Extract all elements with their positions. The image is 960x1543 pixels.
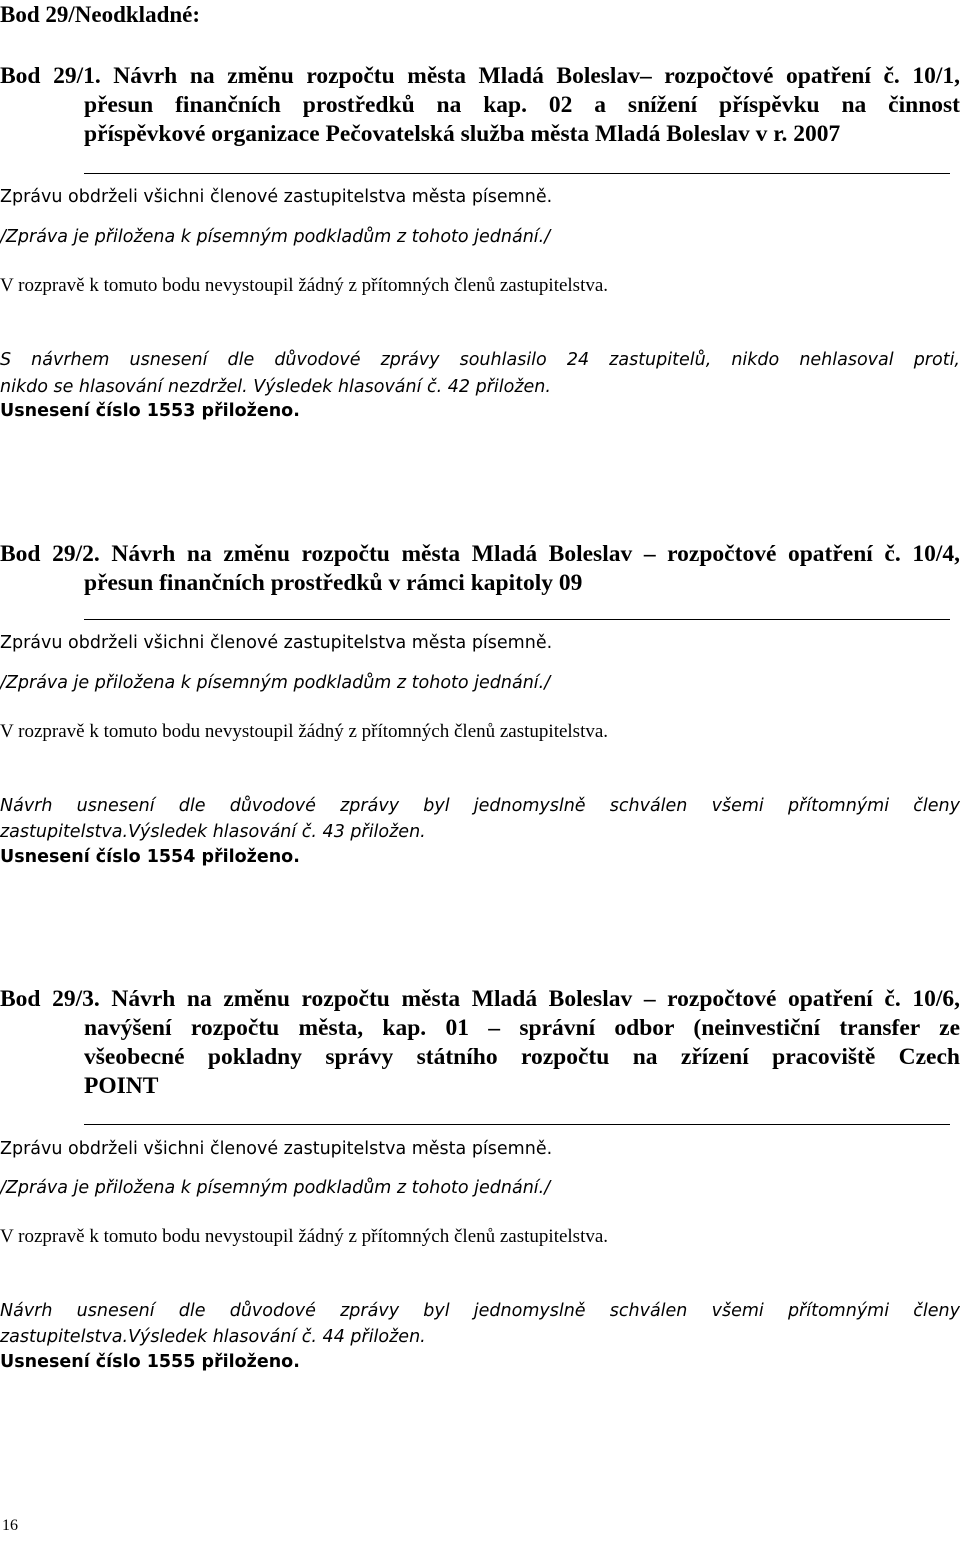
- item-title-line: Bod 29/2. Návrh na změnu rozpočtu města Mladá Boleslav – rozpočtové opatření č. 10/4,: [0, 541, 960, 567]
- item-title: [0, 985, 960, 1101]
- item-title-line: přesun finančních prostředků na kap. 02 a snížení příspěvku na činnost: [84, 92, 960, 118]
- vote-text-line: zastupitelstva.Výsledek hlasování č. 43 přiložen.: [0, 822, 426, 842]
- resolution-note: Usnesení číslo 1554 přiloženo.: [0, 847, 300, 867]
- debate-note: V rozpravě k tomuto bodu nevystoupil žádný z přítomných členů zastupitelstva.: [0, 721, 609, 742]
- resolution-note: Usnesení číslo 1553 přiloženo.: [0, 401, 300, 421]
- vote-text-line: Návrh usnesení dle důvodové zprávy byl jednomyslně schválen všemi přítomnými členy: [0, 1301, 960, 1321]
- item-title: [0, 62, 960, 149]
- received-note: Zprávu obdrželi všichni členové zastupitelstva města písemně.: [0, 187, 553, 207]
- separator-line: [84, 1124, 950, 1125]
- received-note: Zprávu obdrželi všichni členové zastupitelstva města písemně.: [0, 1139, 553, 1159]
- item-title-line: přesun finančních prostředků v rámci kapitoly 09: [84, 570, 583, 596]
- item-title-line: POINT: [84, 1073, 159, 1099]
- page-number: 16: [2, 1517, 18, 1534]
- item-title-line: všeobecné pokladny správy státního rozpočtu na zřízení pracoviště Czech: [84, 1044, 960, 1070]
- vote-text-line: Návrh usnesení dle důvodové zprávy byl jednomyslně schválen všemi přítomnými členy: [0, 796, 960, 816]
- debate-note: V rozpravě k tomuto bodu nevystoupil žádný z přítomných členů zastupitelstva.: [0, 1226, 609, 1247]
- item-title-line: Bod 29/1. Návrh na změnu rozpočtu města Mladá Boleslav– rozpočtové opatření č. 10/1,: [0, 63, 960, 89]
- vote-text-line: S návrhem usnesení dle důvodové zprávy souhlasilo 24 zastupitelů, nikdo nehlasoval proti,: [0, 350, 960, 370]
- debate-note: V rozpravě k tomuto bodu nevystoupil žádný z přítomných členů zastupitelstva.: [0, 275, 609, 296]
- separator-line: [84, 619, 950, 620]
- attachment-note: /Zpráva je přiložena k písemným podkladům z tohoto jednání./: [0, 673, 551, 693]
- item-title: [0, 540, 960, 598]
- item-title-line: navýšení rozpočtu města, kap. 01 – správní odbor (neinvestiční transfer ze: [84, 1015, 960, 1041]
- item-title-line: příspěvkové organizace Pečovatelská služba města Mladá Boleslav v r. 2007: [84, 121, 841, 147]
- item-title-line: Bod 29/3. Návrh na změnu rozpočtu města Mladá Boleslav – rozpočtové opatření č. 10/6,: [0, 986, 960, 1012]
- vote-text-line: zastupitelstva.Výsledek hlasování č. 44 přiložen.: [0, 1327, 426, 1347]
- attachment-note: /Zpráva je přiložena k písemným podkladům z tohoto jednání./: [0, 227, 551, 247]
- received-note: Zprávu obdrželi všichni členové zastupitelstva města písemně.: [0, 633, 553, 653]
- vote-text-line: nikdo se hlasování nezdržel. Výsledek hlasování č. 42 přiložen.: [0, 377, 551, 397]
- separator-line: [84, 173, 950, 174]
- page-heading: Bod 29/Neodkladné:: [0, 2, 201, 27]
- resolution-note: Usnesení číslo 1555 přiloženo.: [0, 1352, 300, 1372]
- attachment-note: /Zpráva je přiložena k písemným podkladům z tohoto jednání./: [0, 1178, 551, 1198]
